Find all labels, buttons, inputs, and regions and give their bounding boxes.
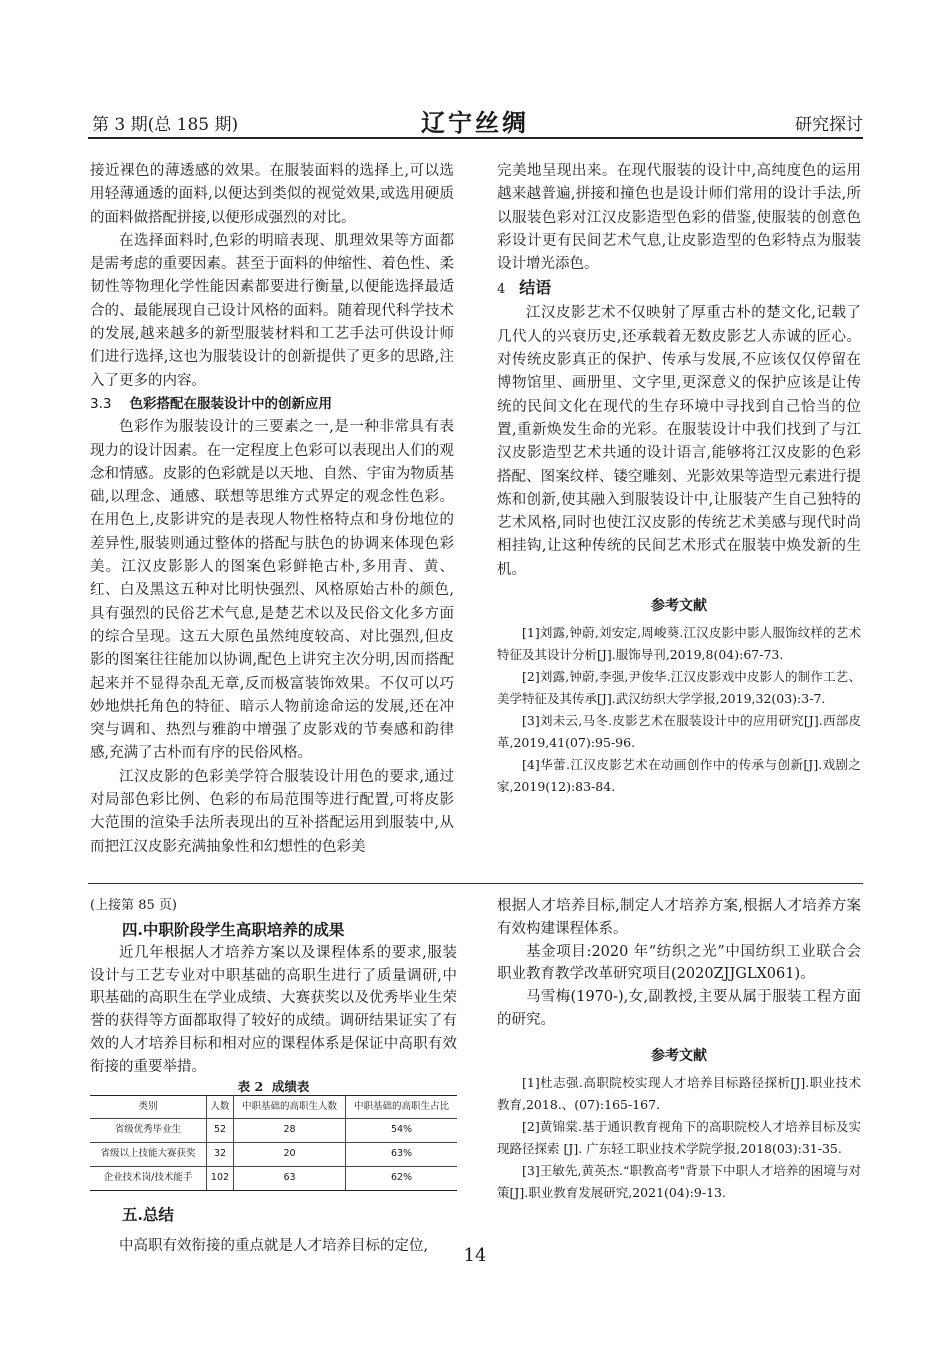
reference-item: [2]刘露,钟蔚,李强,尹俊华.江汉皮影戏中皮影人的制作工艺、美学特征及其传承[J].武汉纺织大学学报,2019,32(03):3-7. xyxy=(497,669,861,707)
table-header-row xyxy=(90,1095,457,1119)
paragraph: 江汉皮影艺术不仅映射了厚重古朴的楚文化,记载了几代人的兴衰历史,还承载着无数皮影艺人赤诚的匠心。对传统皮影真正的保护、传承与发展,不应该仅仅停留在博物馆里、画册里、文字里,更深意义的保护应该是让传统的民间文化在现代的生存环境中寻找到自己恰当的位置,重新焕发生命的光彩。在服装设计中我们找到了与江汉皮影造型艺术共通的设计语言,能够将江汉皮影的色彩搭配、图案纹样、镂空雕刻、光影效果等造型元素进行提炼和创新,使其融入到服装设计中,让服装产生自己独特的艺术风格,同时也使江汉皮影的传统艺术美感与现代时尚相挂钩,让这种传统的民间艺术形式在服装中焕发新的生机。 xyxy=(497,305,861,578)
paragraph: 近几年根据人才培养方案以及课程体系的要求,服装设计与工艺专业对中职基础的高职生进行了质量调研,中职基础的高职生在学业成绩、大赛获奖以及优秀毕业生荣誉的获得等方面都取得了较好的成绩。调研结果证实了有效的人才培养目标和相对应的课程体系是保证中高职有效衔接的重要举措。 xyxy=(90,944,457,1075)
left-column xyxy=(90,160,454,859)
table-cell: 32 xyxy=(207,1143,234,1167)
journal-title: 辽宁丝绸 xyxy=(421,108,529,137)
paragraph: 在选择面料时,色彩的明暗表现、肌理效果等方面都是需考虑的重要因素。甚至于面料的伸缩性、着色性、柔韧性等物理化学性能因素都要进行衡量,以便能选择最适合的、最能展现自己设计风格的面料。随着现代科学技术的发展,越来越多的新型服装材料和工艺手法可供设计师们进行选择,这也为服装设计的创新提供了更多的思路,注入了更多的内容。 xyxy=(90,232,454,389)
issue-label: 第 3 期(总 185 期) xyxy=(92,115,239,135)
continued-note: (上接第 85 页) xyxy=(90,898,177,913)
paragraph: 色彩作为服装设计的三要素之一,是一种非常具有表现力的设计因素。在一定程度上色彩可以表现出人们的观念和情感。皮影的色彩就是以天地、自然、宇宙为物质基础,以理念、通感、联想等思维方式界定的观念性色彩。在用色上,皮影讲究的是表现人物性格特点和身份地位的差异性,服装则通过整体的搭配与肤色的协调来体现色彩美。江汉皮影影人的图案色彩鲜艳古朴,多用青、黄、红、白及黑这五种对比明快强烈、风格原始古朴的颜色,具有强烈的民俗艺术气息,是楚艺术以及民俗文化多方面的综合呈现。这五大原色虽然纯度较高、对比强烈,但皮影的图案往往能加以协调,配色上讲究主次分明,因而搭配起来并不显得杂乱无章,反而极富装饰效果。不仅可以巧妙地烘托角色的特征、暗示人物前途命运的发展,还在冲突与调和、热烈与雅韵中增强了皮影戏的节奏感和韵律感,充满了古朴而有序的民俗风格。 xyxy=(90,419,454,762)
table-cell: 企业技术岗/技术能手 xyxy=(90,1166,207,1190)
table-row xyxy=(90,1166,457,1190)
section-label: 研究探讨 xyxy=(795,115,863,135)
header-rule xyxy=(88,137,863,139)
lower-left-column xyxy=(90,895,457,1258)
table-cell: 63% xyxy=(346,1143,457,1167)
results-table xyxy=(90,1095,457,1191)
page-number: 14 xyxy=(463,1245,487,1266)
reference-item: [3]刘未云,马冬.皮影艺术在服装设计中的应用研究[J].西部皮革,2019,41(07):95-96. xyxy=(497,713,861,751)
section-title: 结语 xyxy=(519,278,552,298)
paragraph: 完美地呈现出来。在现代服装的设计中,高纯度色的运用越来越普遍,拼接和撞色也是设计师们常用的设计手法,所以服装色彩对江汉皮影造型色彩的借鉴,使服装的创意色彩设计更有民间艺术气息,让皮影造型的色彩特点为服装设计增光添色。 xyxy=(497,163,861,273)
right-column xyxy=(497,160,861,798)
reference-item: [1]刘露,钟蔚,刘安定,周峻葵.江汉皮影中影人服饰纹样的艺术特征及其设计分析[J].服饰导刊,2019,8(04):67-73. xyxy=(497,625,861,663)
paragraph: 根据人才培养目标,制定人才培养方案,根据人才培养方案有效构建课程体系。 xyxy=(497,898,861,937)
reference-list xyxy=(497,1072,861,1204)
reference-item: [2]黄锦棠.基于通识教育视角下的高职院校人才培养目标及实现路径探索 [J]. 广东轻工职业技术学院学报,2018(03):31-35. xyxy=(497,1118,861,1156)
table-caption xyxy=(90,1079,457,1095)
table-header-cell: 中职基础的高职生人数 xyxy=(234,1095,346,1119)
section-heading: 四.中职阶段学生高职培养的成果 xyxy=(122,919,345,939)
reference-item: [4]华蕾.江汉皮影艺术在动画创作中的传承与创新[J].戏剧之家,2019(12):83-84. xyxy=(497,757,861,795)
table-row xyxy=(90,1119,457,1143)
section-heading: 五.总结 xyxy=(122,1204,174,1224)
table-cell: 省级以上技能大赛获奖 xyxy=(90,1143,207,1167)
table-header-cell: 中职基础的高职生占比 xyxy=(346,1095,457,1119)
table-header-cell: 人数 xyxy=(207,1095,234,1119)
article-divider xyxy=(88,883,863,884)
references-title: 参考文献 xyxy=(651,598,707,615)
table-cell: 54% xyxy=(346,1119,457,1143)
paragraph: 接近裸色的薄透感的效果。在服装面料的选择上,可以选用轻薄通透的面料,以便达到类似的视觉效果,或选用硬质的面料做搭配拼接,以便形成强烈的对比。 xyxy=(90,163,454,226)
paragraph: 中高职有效衔接的重点就是人才培养目标的定位, xyxy=(119,1237,429,1254)
funding-note: 基金项目:2020 年“纺织之光”中国纺织工业联合会职业教育教学改革研究项目(2020ZJJGLX061)。 xyxy=(497,943,861,983)
table-header-cell: 类别 xyxy=(90,1095,207,1119)
section-title: 色彩搭配在服装设计中的创新应用 xyxy=(129,395,332,412)
section-number: 4 xyxy=(497,282,506,298)
references-title: 参考文献 xyxy=(651,1047,707,1064)
table-cell: 62% xyxy=(346,1166,457,1190)
table-number: 表 2 xyxy=(237,1078,264,1094)
section-heading xyxy=(90,393,454,416)
reference-list xyxy=(497,622,861,798)
table-cell: 20 xyxy=(234,1143,346,1167)
table-cell: 28 xyxy=(234,1119,346,1143)
table-cell: 102 xyxy=(207,1166,234,1190)
reference-item: [3]王敏先,黄英杰.“职教高考"背景下中职人才培养的困境与对策[J].职业教育发展研究,2021(04):9-13. xyxy=(497,1162,861,1200)
reference-item: [1]杜志强.高职院校实现人才培养目标路径探析[J].职业技术教育,2018.、(07):165-167. xyxy=(497,1074,861,1112)
paragraph: 江汉皮影的色彩美学符合服装设计用色的要求,通过对局部色彩比例、色彩的布局范围等进行配置,可将皮影大范围的渲染手法所表现出的互补搭配运用到服装中,从而把江汉皮影充满抽象性和幻想性的色彩美 xyxy=(90,768,454,855)
table-cell: 63 xyxy=(234,1166,346,1190)
table-cell: 省级优秀毕业生 xyxy=(90,1119,207,1143)
section-number: 3.3 xyxy=(90,395,112,412)
table-title: 成绩表 xyxy=(271,1078,310,1094)
lower-right-column xyxy=(497,895,861,1204)
section-heading xyxy=(497,276,861,302)
table-row xyxy=(90,1143,457,1167)
table-cell: 52 xyxy=(207,1119,234,1143)
author-note: 马雪梅(1970-),女,副教授,主要从属于服装工程方面的研究。 xyxy=(497,989,861,1028)
